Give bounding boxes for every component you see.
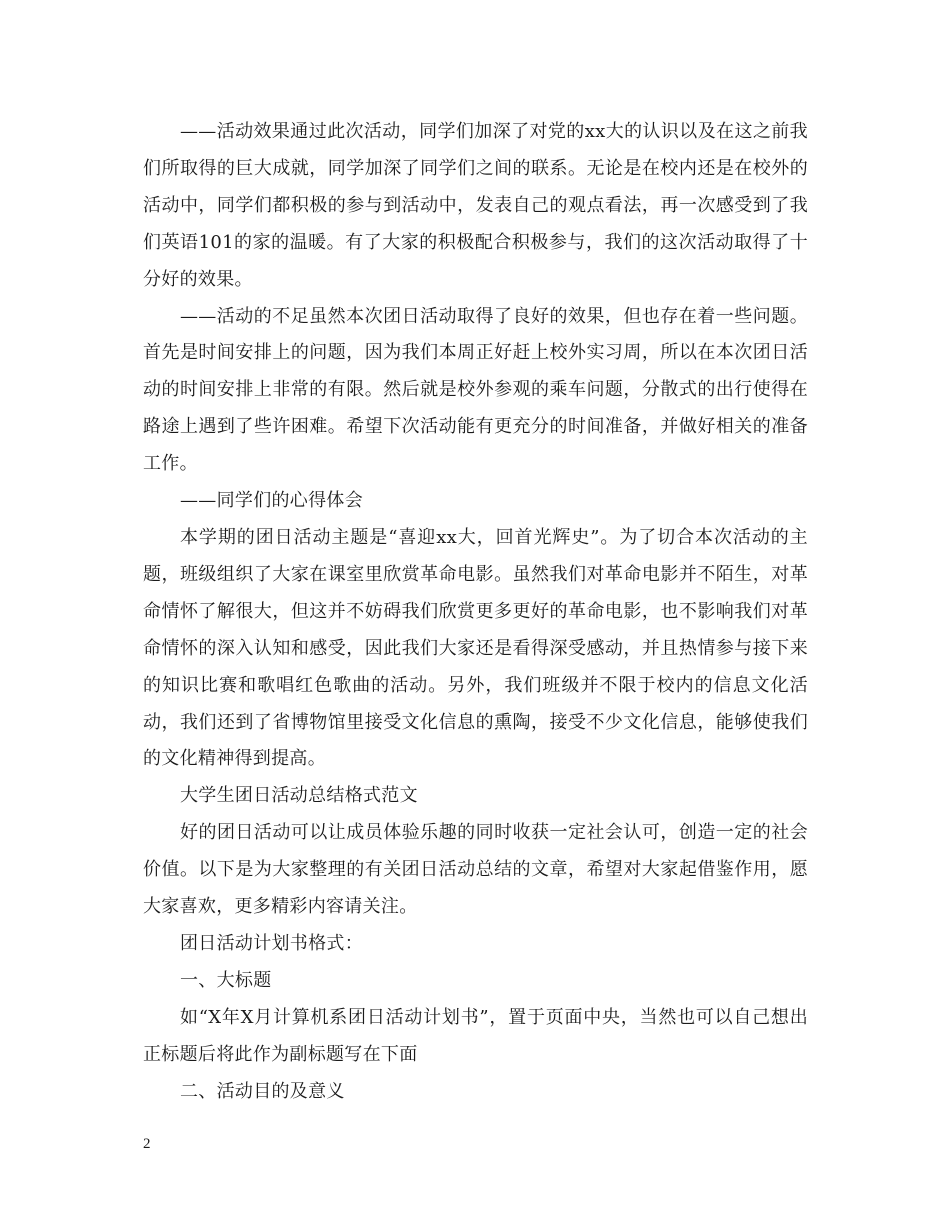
paragraph-activity-shortcomings: ——活动的不足虽然本次团日活动取得了良好的效果，但也存在着一些问题。首先是时间安排上的问题，因为我们本周正好赶上校外实习周，所以在本次团日活动的时间安排上非常的有限。然后就是校外参观的乘车问题，分散式的出行使得在路途上遇到了些许困难。希望下次活动能有更充分的时间准备，并做好相关的准备工作。	[143, 305, 808, 475]
paragraph-student-reflections-heading: ——同学们的心得体会	[180, 490, 363, 512]
paragraph-introduction: 好的团日活动可以让成员体验乐趣的同时收获一定社会认可，创造一定的社会价值。以下是为大家整理的有关团日活动总结的文章，希望对大家起借鉴作用，愿大家喜欢，更多精彩内容请关注。	[143, 822, 808, 918]
document-body	[143, 114, 808, 1110]
paragraph-activity-effect: ——活动效果通过此次活动，同学们加深了对党的xx大的认识以及在这之前我们所取得的巨大成就，同学加深了同学们之间的联系。无论是在校内还是在校外的活动中，同学们都积极的参与到活动中，发表自己的观点看法，再一次感受到了我们英语101的家的温暖。有了大家的积极配合积极参与，我们的这次活动取得了十分好的效果。	[143, 121, 808, 290]
section-title-summary-template: 大学生团日活动总结格式范文	[180, 785, 418, 807]
paragraph-plan-format: 团日活动计划书格式：	[180, 932, 363, 954]
heading-purpose-significance: 二、活动目的及意义	[180, 1080, 345, 1102]
paragraph-title-example: 如“X年X月计算机系团日活动计划书”，置于页面中央，当然也可以自己想出正标题后将此作为副标题写在下面	[143, 1006, 808, 1065]
heading-main-title: 一、大标题	[180, 969, 272, 991]
page-number: 2	[143, 1136, 151, 1152]
paragraph-semester-theme: 本学期的团日活动主题是“喜迎xx大，回首光辉史”。为了切合本次活动的主题，班级组织了大家在课室里欣赏革命电影。虽然我们对革命电影并不陌生，对革命情怀了解很大，但这并不妨碍我们欣赏更多更好的革命电影，也不影响我们对革命情怀的深入认知和感受，因此我们大家还是看得深受感动，并且热情参与接下来的知识比赛和歌唱红色歌曲的活动。另外，我们班级并不限于校内的信息文化活动，我们还到了省博物馆里接受文化信息的熏陶，接受不少文化信息，能够使我们的文化精神得到提高。	[143, 526, 808, 770]
